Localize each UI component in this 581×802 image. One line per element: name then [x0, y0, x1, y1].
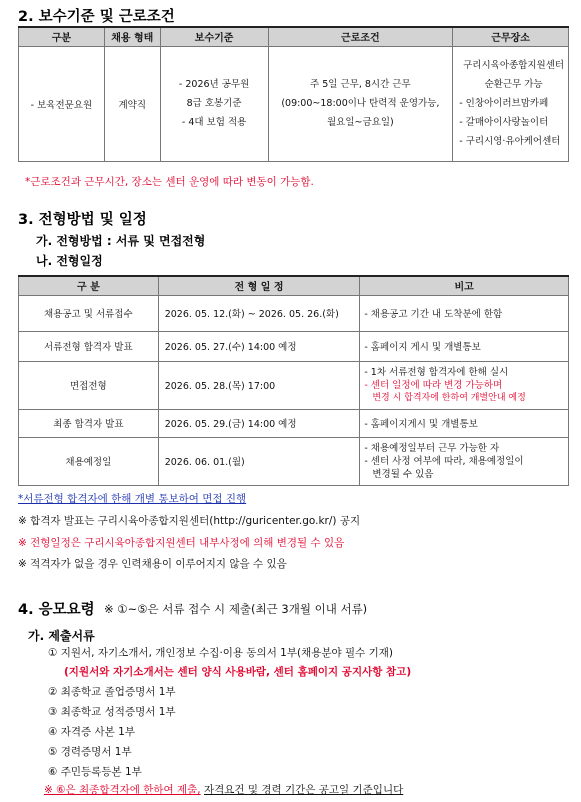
- row-category: 서류전형 합격자 발표: [19, 331, 159, 361]
- document-item-1-note: (지원서와 자기소개서는 센터 양식 사용바람, 센터 홈페이지 공지사항 참고): [64, 666, 412, 678]
- row-category: 채용예정일: [19, 437, 159, 485]
- location-line: - 구리시영·유아케어센터: [459, 136, 561, 147]
- header-pay: 보수기준: [160, 27, 268, 46]
- header-conditions: 근로조건: [268, 27, 453, 46]
- cell-type: 계약직: [104, 46, 160, 161]
- table-row: [19, 331, 569, 361]
- final-note-black: 자격요건 및 경력 기간은 공고일 기준입니다: [203, 784, 404, 796]
- row-remarks: - 홈페이지게시 및 개별통보: [360, 409, 569, 437]
- cell-pay: [160, 46, 268, 161]
- conditions-line: 주 5일 근무, 8시간 근무: [310, 79, 411, 90]
- conditions-note: *근로조건과 근무시간, 장소는 센터 운영에 따라 변동이 가능함.: [25, 176, 314, 188]
- header-category: 구분: [19, 27, 105, 46]
- row-remarks: - 채용공고 기간 내 도착분에 한함: [360, 295, 569, 331]
- section2-title: 2. 보수기준 및 근로조건: [18, 9, 175, 25]
- remarks-line: - 채용예정일부터 근무 가능한 자: [364, 442, 500, 454]
- document-item-4: ④ 자격증 사본 1부: [48, 726, 135, 738]
- row-schedule: 2026. 05. 12.(화) ~ 2026. 05. 26.(화): [158, 295, 360, 331]
- location-line: - 인창아이러브맘카페: [459, 98, 549, 109]
- cell-conditions: [268, 46, 453, 161]
- header-schedule: 전 형 일 정: [158, 276, 360, 295]
- table-row: [19, 361, 569, 409]
- selection-method: 가. 전형방법 : 서류 및 면접전형: [36, 234, 206, 248]
- document-item-6: ⑥ 주민등록등본 1부: [48, 766, 142, 778]
- row-category: 면접전형: [19, 361, 159, 409]
- location-line: - 갈매아이사랑놀이터: [459, 117, 549, 128]
- header-type: 채용 형태: [104, 27, 160, 46]
- remarks-line: 변경될 수 있음: [372, 468, 434, 480]
- interview-note: *서류전형 합격자에 한해 개별 통보하여 면접 진행: [18, 493, 247, 505]
- document-item-5: ⑤ 경력증명서 1부: [48, 746, 132, 758]
- section4-title-note: ※ ①~⑤은 서류 접수 시 제출(최근 3개월 이내 서류): [104, 602, 368, 616]
- document-item-2: ② 최종학교 졸업증명서 1부: [48, 686, 176, 698]
- location-line: 구리시육아종합지원센터: [463, 60, 565, 71]
- row-schedule: 2026. 05. 28.(목) 17:00: [158, 361, 360, 409]
- section3-title: 3. 전형방법 및 일정: [18, 212, 147, 228]
- row-schedule: 2026. 05. 29.(금) 14:00 예정: [158, 409, 360, 437]
- row-remarks: [360, 437, 569, 485]
- row-schedule: 2026. 05. 27.(수) 14:00 예정: [158, 331, 360, 361]
- documents-title: 가. 제출서류: [28, 629, 95, 643]
- table-row: [19, 409, 569, 437]
- schedule-table: [18, 275, 569, 486]
- row-category: 채용공고 및 서류접수: [19, 295, 159, 331]
- remarks-line-red: 변경 시 합격자에 한하여 개별안내 예정: [372, 392, 526, 403]
- row-remarks: - 홈페이지 게시 및 개별통보: [360, 331, 569, 361]
- final-note: [44, 782, 403, 797]
- document-item-3: ③ 최종학교 성적증명서 1부: [48, 706, 176, 718]
- remarks-line: - 1차 서류전형 합격자에 한해 실시: [364, 366, 509, 378]
- pay-conditions-table: [18, 26, 569, 162]
- row-schedule: 2026. 06. 01.(월): [158, 437, 360, 485]
- schedule-change-note: ※ 전형일정은 구리시육아종합지원센터 내부사정에 의해 변경될 수 있음: [18, 537, 345, 549]
- final-note-red: ※ ⑥은 최종합격자에 한하여 제출,: [44, 784, 201, 796]
- cell-category: - 보육전문요원: [19, 46, 105, 161]
- announcement-note: ※ 합격자 발표는 구리시육아종합지원센터(http://guricenter.go.kr/) 공지: [18, 515, 361, 527]
- row-remarks: [360, 361, 569, 409]
- remarks-line-red: - 센터 일정에 따라 변경 가능하며: [364, 379, 503, 391]
- row-category: 최종 합격자 발표: [19, 409, 159, 437]
- pay-line: - 2026년 공무원: [178, 79, 250, 90]
- remarks-line: - 센터 사정 여부에 따라, 채용예정일이: [364, 455, 524, 467]
- table-row: [19, 295, 569, 331]
- header-remarks: 비고: [360, 276, 569, 295]
- pay-line: 8급 호봉기준: [186, 98, 242, 109]
- table-row: [19, 437, 569, 485]
- document-item-1: ① 지원서, 자기소개서, 개인정보 수집·이용 동의서 1부(채용분야 필수 기재): [48, 647, 394, 659]
- header-step: 구 분: [19, 276, 159, 295]
- no-hire-note: ※ 적격자가 없을 경우 인력채용이 이루어지지 않을 수 있음: [18, 558, 287, 570]
- conditions-line: (09:00~18:00이나 탄력적 운영가능,: [281, 98, 440, 109]
- selection-schedule-title: 나. 전형일정: [36, 254, 103, 268]
- cell-location: [453, 46, 569, 161]
- section4-title: 4. 응모요령: [18, 602, 95, 618]
- header-location: 근무장소: [453, 27, 569, 46]
- conditions-line: 월요일~금요일): [326, 117, 394, 128]
- location-line: 순환근무 가능: [484, 79, 543, 90]
- pay-line: - 4대 보험 적용: [181, 117, 247, 128]
